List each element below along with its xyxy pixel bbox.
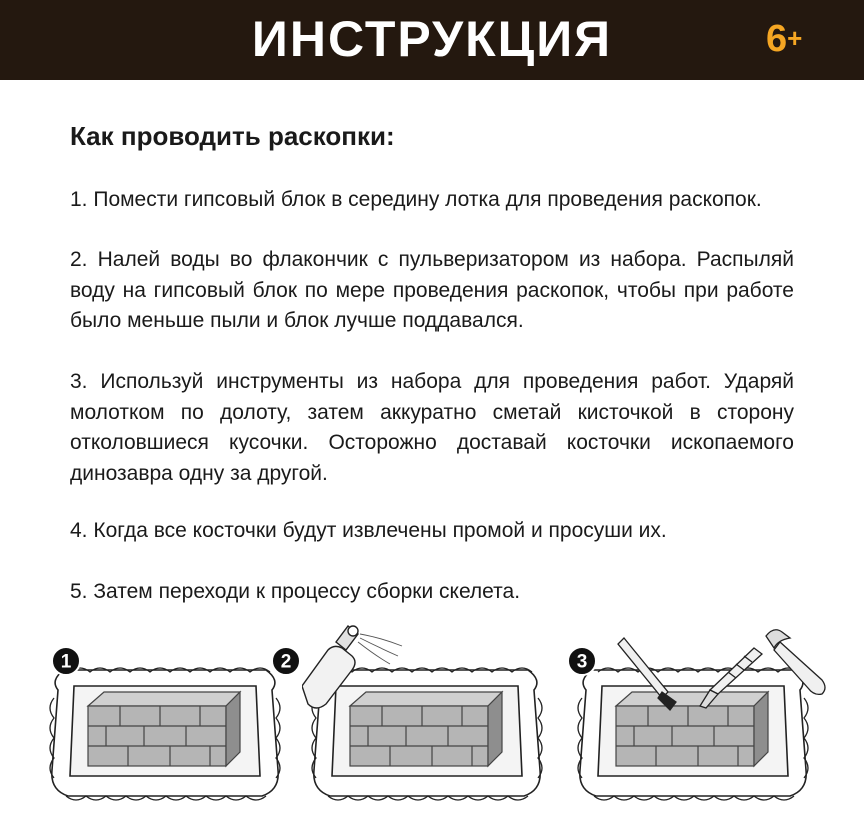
step-5: 5. Затем переходи к процессу сборки скелета. [70,580,521,603]
illustration-tray-2 [302,620,552,816]
step-4: 4. Когда все косточки будут извлечены промой и просуши их. [70,519,667,542]
step-number-badge-3 [566,645,598,677]
section-title: Как проводить раскопки: [70,121,395,151]
header-bar [0,0,864,80]
age-plus: + [787,23,803,53]
step-number-badge-1 [50,645,82,677]
badge-number-2: 2 [280,651,292,673]
badge-number-3: 3 [576,651,588,673]
age-rating-badge [766,18,802,61]
badge-number-1: 1 [60,651,72,673]
illustration-tray-3 [568,620,838,816]
age-number: 6 [766,18,788,60]
step-3: 3. Используй инструменты из набора для проведения работ. Ударяй молотком по долоту, затем аккуратно сметай кисточкой в сторону отколовшиеся кусочки. Осторожно доставай косточки ископаемого динозавра одну за другой. [70,370,794,485]
step-1: 1. Помести гипсовый блок в середину лотка для проведения раскопок. [70,188,762,211]
page-title: ИНСТРУКЦИЯ [251,11,613,67]
step-number-badge-2 [270,645,302,677]
step-2: 2. Налей воды во флакончик с пульверизатором из набора. Распыляй воду на гипсовый блок по мере проведения раскопок, чтобы при работе было меньше пыли и блок лучше поддавался. [70,248,794,332]
